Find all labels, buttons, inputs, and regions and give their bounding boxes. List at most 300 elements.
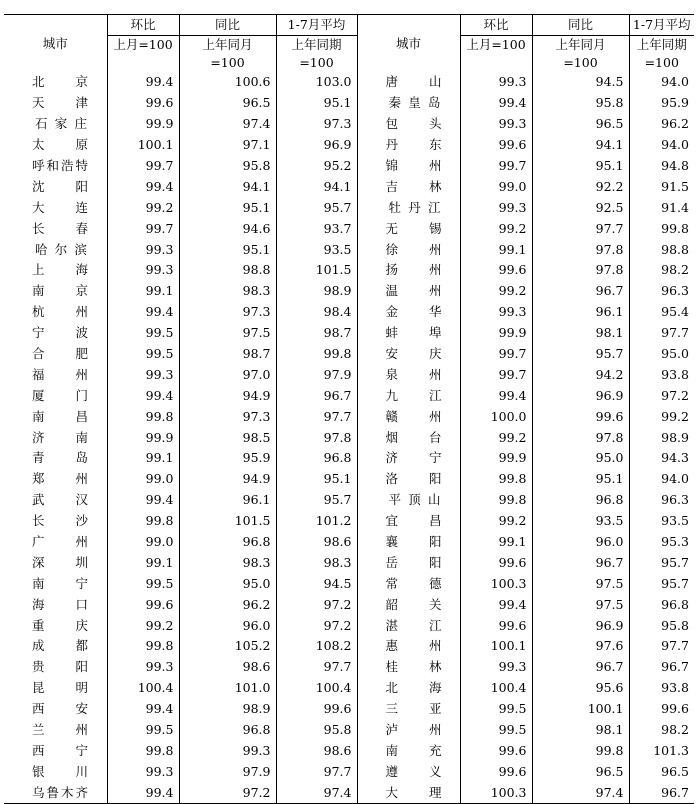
city-cell-left <box>4 385 107 406</box>
mom-cell-right: 99.7 <box>460 156 532 177</box>
yoy-cell-left: 97.4 <box>179 114 276 135</box>
yoy-cell-left: 96.5 <box>179 93 276 114</box>
city-name: 南昌 <box>32 408 88 424</box>
table-row <box>4 448 694 469</box>
city-name: 锦州 <box>385 158 442 173</box>
mom-cell-left: 99.8 <box>107 741 179 762</box>
city-cell-right <box>357 573 460 594</box>
city-name: 襄阳 <box>385 534 442 550</box>
yoy-cell-right: 96.5 <box>532 761 629 782</box>
yoy-cell-left: 98.3 <box>179 552 276 573</box>
city-cell-left <box>4 678 107 699</box>
mom-cell-right: 99.4 <box>460 385 532 406</box>
yoy-base-line2: =100 <box>210 55 245 70</box>
avg-cell-right: 98.2 <box>661 262 689 278</box>
yoy-cell-left: 95.9 <box>179 448 276 469</box>
city-cell-right <box>357 490 460 511</box>
mom-cell-right: 99.6 <box>460 761 532 782</box>
yoy-cell-right: 92.2 <box>532 176 629 197</box>
avg-cell-left: 98.9 <box>276 281 357 302</box>
avg-cell-right: 95.8 <box>661 617 689 633</box>
mom-cell-right: 99.3 <box>460 72 532 93</box>
mom-cell-left: 99.0 <box>107 532 179 553</box>
yoy-cell-left: 98.5 <box>179 427 276 448</box>
city-cell-right <box>357 260 460 281</box>
city-cell-left <box>4 135 107 156</box>
city-cell-right <box>357 156 460 177</box>
yoy-base-line1: 上年同月 <box>202 37 253 52</box>
city-cell-left <box>4 469 107 490</box>
header-city-right: 城市 <box>357 15 460 73</box>
table-row <box>4 427 694 448</box>
city-cell-right <box>357 657 460 678</box>
mom-cell-left: 99.8 <box>107 511 179 532</box>
yoy-cell-right: 95.0 <box>532 448 629 469</box>
city-name: 常德 <box>385 575 442 591</box>
mom-cell-left: 99.5 <box>107 344 179 365</box>
yoy-cell-right: 97.5 <box>532 573 629 594</box>
yoy-cell-left: 96.2 <box>179 594 276 615</box>
mom-cell-left: 99.5 <box>107 573 179 594</box>
yoy-cell-left: 96.0 <box>179 615 276 636</box>
city-name: 南充 <box>385 742 442 758</box>
city-name: 岳阳 <box>385 554 442 570</box>
city-cell-right <box>357 594 460 615</box>
yoy-cell-right: 96.1 <box>532 302 629 323</box>
city-cell-right <box>357 720 460 741</box>
yoy-cell-left: 94.9 <box>179 469 276 490</box>
avg-cell-left: 97.9 <box>276 364 357 385</box>
yoy-cell-right: 100.1 <box>532 699 629 720</box>
mom-cell-right: 99.3 <box>460 197 532 218</box>
city-cell-left <box>4 344 107 365</box>
yoy-cell-right: 95.7 <box>532 344 629 365</box>
mom-cell-left: 99.2 <box>107 197 179 218</box>
yoy-base-line2: =100 <box>563 55 598 70</box>
city-name: 大连 <box>32 199 88 215</box>
header-avg-base-left <box>276 36 357 73</box>
avg-cell-left: 97.2 <box>276 615 357 636</box>
city-name: 合肥 <box>32 346 88 362</box>
city-name: 洛阳 <box>385 471 442 487</box>
table-row <box>4 532 694 553</box>
table-header <box>4 15 694 73</box>
avg-cell-right: 95.0 <box>661 346 689 362</box>
avg-cell-right: 98.9 <box>661 429 689 445</box>
avg-cell-left: 97.3 <box>276 114 357 135</box>
avg-cell-left: 94.1 <box>276 176 357 197</box>
yoy-cell-left: 97.0 <box>179 364 276 385</box>
city-name: 唐山 <box>385 74 442 90</box>
city-cell-right <box>357 427 460 448</box>
city-cell-right <box>357 93 460 114</box>
mom-cell-right: 99.9 <box>460 448 532 469</box>
table-row <box>4 782 694 803</box>
yoy-cell-right: 96.7 <box>532 552 629 573</box>
avg-cell-left: 97.2 <box>276 594 357 615</box>
mom-cell-right: 100.3 <box>460 573 532 594</box>
avg-cell-right: 98.8 <box>661 241 689 257</box>
city-name: 徐州 <box>385 241 442 257</box>
city-name: 惠州 <box>385 638 442 654</box>
yoy-cell-left: 98.8 <box>179 260 276 281</box>
city-cell-left <box>4 302 107 323</box>
city-name: 三亚 <box>385 701 442 717</box>
city-name: 贵阳 <box>32 659 88 675</box>
mom-cell-right: 99.2 <box>460 218 532 239</box>
yoy-cell-right: 94.5 <box>532 72 629 93</box>
avg-base-line2: =100 <box>644 55 679 70</box>
mom-cell-left: 99.5 <box>107 323 179 344</box>
avg-cell-left: 98.4 <box>276 302 357 323</box>
yoy-cell-right: 97.8 <box>532 260 629 281</box>
mom-cell-left: 99.2 <box>107 615 179 636</box>
yoy-cell-left: 97.3 <box>179 302 276 323</box>
city-name: 北京 <box>32 74 88 90</box>
table-row <box>4 281 694 302</box>
mom-cell-right: 100.3 <box>460 782 532 803</box>
city-cell-right <box>357 114 460 135</box>
city-name: 杭州 <box>32 304 88 320</box>
city-cell-left <box>4 218 107 239</box>
city-name: 福州 <box>32 366 88 382</box>
yoy-cell-left: 97.1 <box>179 135 276 156</box>
city-cell-left <box>4 720 107 741</box>
mom-cell-right: 99.3 <box>460 114 532 135</box>
city-name: 广州 <box>32 534 88 550</box>
avg-cell-right: 96.2 <box>661 116 689 132</box>
avg-cell-left: 101.2 <box>276 511 357 532</box>
city-cell-right <box>357 782 460 803</box>
table-row <box>4 490 694 511</box>
city-name: 西宁 <box>32 742 88 758</box>
avg-cell-right: 95.7 <box>661 554 689 570</box>
yoy-cell-left: 99.3 <box>179 741 276 762</box>
avg-cell-right: 94.3 <box>661 450 689 466</box>
yoy-cell-right: 94.2 <box>532 364 629 385</box>
mom-cell-left: 99.9 <box>107 114 179 135</box>
mom-cell-left: 99.4 <box>107 782 179 803</box>
yoy-cell-left: 105.2 <box>179 636 276 657</box>
avg-cell-left: 95.2 <box>276 156 357 177</box>
city-name: 济宁 <box>385 450 442 466</box>
city-name: 牡丹江 <box>388 199 441 215</box>
header-yoy-base-left <box>179 36 276 73</box>
mom-cell-left: 99.3 <box>107 657 179 678</box>
city-name: 深圳 <box>32 554 88 570</box>
mom-cell-right: 99.9 <box>460 323 532 344</box>
header-mom-base-right: 上月=100 <box>460 36 532 73</box>
avg-base-line2: =100 <box>299 55 334 70</box>
city-name: 安庆 <box>385 346 442 362</box>
avg-cell-left: 97.7 <box>276 761 357 782</box>
yoy-cell-right: 98.1 <box>532 323 629 344</box>
city-cell-left <box>4 364 107 385</box>
yoy-base-line1: 上年同月 <box>555 37 606 52</box>
mom-cell-left: 99.3 <box>107 364 179 385</box>
mom-cell-right: 99.4 <box>460 594 532 615</box>
city-name: 武汉 <box>32 492 88 508</box>
city-cell-right <box>357 176 460 197</box>
table-row <box>4 114 694 135</box>
city-name: 成都 <box>32 638 88 654</box>
city-name: 呼和浩特 <box>32 158 88 173</box>
avg-cell-left: 93.5 <box>276 239 357 260</box>
yoy-cell-left: 95.0 <box>179 573 276 594</box>
avg-cell-right: 93.8 <box>661 366 689 382</box>
city-cell-left <box>4 741 107 762</box>
price-index-table <box>4 14 694 804</box>
avg-cell-left: 93.7 <box>276 218 357 239</box>
yoy-cell-left: 98.3 <box>179 281 276 302</box>
table-row <box>4 720 694 741</box>
avg-cell-right: 97.2 <box>661 387 689 403</box>
city-name: 韶关 <box>385 596 442 612</box>
city-cell-right <box>357 323 460 344</box>
avg-cell-right: 97.7 <box>661 638 689 654</box>
city-cell-left <box>4 782 107 803</box>
mom-cell-right: 99.6 <box>460 741 532 762</box>
city-name: 温州 <box>385 283 442 299</box>
mom-cell-left: 99.4 <box>107 176 179 197</box>
city-cell-left <box>4 260 107 281</box>
yoy-cell-left: 97.3 <box>179 406 276 427</box>
mom-cell-right: 99.6 <box>460 615 532 636</box>
mom-cell-left: 100.1 <box>107 135 179 156</box>
mom-cell-left: 99.7 <box>107 156 179 177</box>
avg-cell-left: 99.6 <box>276 699 357 720</box>
city-cell-left <box>4 239 107 260</box>
mom-cell-right: 99.8 <box>460 469 532 490</box>
avg-cell-right: 94.8 <box>661 158 689 173</box>
header-mom-left: 环比 <box>107 15 179 36</box>
mom-cell-right: 99.7 <box>460 344 532 365</box>
mom-cell-right: 99.0 <box>460 176 532 197</box>
avg-cell-left: 95.8 <box>276 720 357 741</box>
city-cell-right <box>357 344 460 365</box>
city-cell-right <box>357 239 460 260</box>
city-name: 桂林 <box>385 659 442 675</box>
city-name: 北海 <box>385 680 442 696</box>
table-row <box>4 406 694 427</box>
mom-cell-left: 99.4 <box>107 490 179 511</box>
avg-cell-left: 97.7 <box>276 406 357 427</box>
avg-cell-left: 95.1 <box>276 469 357 490</box>
mom-cell-left: 99.1 <box>107 281 179 302</box>
header-avg-right: 1-7月平均 <box>629 15 694 36</box>
avg-cell-right: 95.4 <box>661 304 689 320</box>
avg-cell-left: 96.8 <box>276 448 357 469</box>
mom-cell-right: 99.2 <box>460 427 532 448</box>
city-name: 湛江 <box>385 617 442 633</box>
avg-cell-right: 99.6 <box>661 701 689 717</box>
mom-cell-left: 99.4 <box>107 699 179 720</box>
city-name: 无锡 <box>385 220 442 236</box>
header-mom-base-left: 上月=100 <box>107 36 179 73</box>
city-cell-left <box>4 197 107 218</box>
table-row <box>4 678 694 699</box>
city-cell-left <box>4 552 107 573</box>
yoy-cell-left: 97.9 <box>179 761 276 782</box>
avg-cell-right: 94.0 <box>661 74 689 90</box>
city-cell-left <box>4 427 107 448</box>
city-name: 泉州 <box>385 366 442 382</box>
city-cell-left <box>4 532 107 553</box>
yoy-cell-right: 92.5 <box>532 197 629 218</box>
avg-cell-right: 97.7 <box>661 325 689 341</box>
table-row <box>4 552 694 573</box>
table-row <box>4 511 694 532</box>
city-cell-left <box>4 406 107 427</box>
avg-cell-left: 99.8 <box>276 344 357 365</box>
city-cell-left <box>4 761 107 782</box>
city-name: 蚌埠 <box>385 325 442 341</box>
yoy-cell-left: 100.6 <box>179 72 276 93</box>
avg-cell-left: 95.7 <box>276 490 357 511</box>
yoy-cell-right: 99.6 <box>532 406 629 427</box>
avg-cell-right: 101.3 <box>653 742 689 758</box>
yoy-cell-left: 98.9 <box>179 699 276 720</box>
table-row <box>4 573 694 594</box>
header-avg-base-right <box>629 36 694 73</box>
city-name: 昆明 <box>32 680 88 696</box>
mom-cell-right: 100.4 <box>460 678 532 699</box>
city-cell-left <box>4 573 107 594</box>
city-cell-right <box>357 552 460 573</box>
city-cell-right <box>357 636 460 657</box>
mom-cell-right: 99.4 <box>460 93 532 114</box>
table-row <box>4 699 694 720</box>
city-cell-left <box>4 281 107 302</box>
mom-cell-right: 99.2 <box>460 511 532 532</box>
avg-cell-left: 97.8 <box>276 427 357 448</box>
city-cell-left <box>4 323 107 344</box>
mom-cell-left: 100.4 <box>107 678 179 699</box>
city-name: 遵义 <box>385 763 442 779</box>
mom-cell-right: 99.6 <box>460 135 532 156</box>
avg-cell-right: 94.0 <box>661 471 689 487</box>
avg-cell-right: 99.8 <box>661 220 689 236</box>
city-name: 长春 <box>32 220 88 236</box>
city-name: 长沙 <box>32 513 88 529</box>
avg-cell-left: 101.5 <box>276 260 357 281</box>
yoy-cell-right: 95.1 <box>532 469 629 490</box>
table-row <box>4 385 694 406</box>
city-name: 济南 <box>32 429 88 445</box>
city-name: 重庆 <box>32 617 88 633</box>
city-name: 南京 <box>32 283 88 299</box>
mom-cell-right: 99.3 <box>460 302 532 323</box>
avg-cell-left: 96.7 <box>276 385 357 406</box>
city-name: 太原 <box>32 137 88 153</box>
mom-cell-left: 99.3 <box>107 761 179 782</box>
city-cell-right <box>357 741 460 762</box>
city-cell-left <box>4 636 107 657</box>
city-cell-right <box>357 511 460 532</box>
city-name: 丹东 <box>385 137 442 153</box>
table-row <box>4 469 694 490</box>
mom-cell-right: 99.6 <box>460 552 532 573</box>
avg-base-line1: 上年同期 <box>636 37 687 52</box>
mom-cell-left: 99.4 <box>107 72 179 93</box>
table-row <box>4 302 694 323</box>
mom-cell-left: 99.4 <box>107 385 179 406</box>
city-name: 兰州 <box>32 722 88 738</box>
city-cell-left <box>4 156 107 177</box>
yoy-cell-left: 101.0 <box>179 678 276 699</box>
mom-cell-left: 99.0 <box>107 469 179 490</box>
city-name: 包头 <box>385 116 442 132</box>
yoy-cell-right: 96.9 <box>532 615 629 636</box>
city-name: 郑州 <box>32 471 88 487</box>
table-row <box>4 761 694 782</box>
city-cell-left <box>4 448 107 469</box>
mom-cell-right: 99.1 <box>460 239 532 260</box>
city-name: 哈尔滨 <box>35 241 87 257</box>
avg-cell-right: 96.3 <box>661 492 689 508</box>
yoy-cell-left: 96.8 <box>179 720 276 741</box>
table-row <box>4 594 694 615</box>
yoy-cell-left: 97.2 <box>179 782 276 803</box>
table-row <box>4 72 694 93</box>
header-mom-right: 环比 <box>460 15 532 36</box>
mom-cell-left: 99.1 <box>107 448 179 469</box>
yoy-cell-right: 95.1 <box>532 156 629 177</box>
yoy-cell-right: 96.0 <box>532 532 629 553</box>
avg-cell-left: 97.7 <box>276 657 357 678</box>
yoy-cell-left: 98.7 <box>179 344 276 365</box>
yoy-cell-right: 97.8 <box>532 427 629 448</box>
avg-cell-left: 98.6 <box>276 532 357 553</box>
yoy-cell-left: 95.1 <box>179 239 276 260</box>
city-cell-right <box>357 364 460 385</box>
city-name: 金华 <box>385 304 442 320</box>
avg-cell-right: 93.5 <box>661 513 689 529</box>
avg-cell-left: 98.7 <box>276 323 357 344</box>
avg-cell-right: 93.8 <box>661 680 689 696</box>
city-cell-right <box>357 72 460 93</box>
avg-cell-left: 95.1 <box>276 93 357 114</box>
header-yoy-base-right <box>532 36 629 73</box>
mom-cell-right: 99.3 <box>460 657 532 678</box>
avg-cell-left: 95.7 <box>276 197 357 218</box>
avg-cell-left: 108.2 <box>276 636 357 657</box>
city-cell-right <box>357 761 460 782</box>
header-yoy-right: 同比 <box>532 15 629 36</box>
city-name: 南宁 <box>32 575 88 591</box>
avg-cell-right: 96.8 <box>661 596 689 612</box>
city-name: 赣州 <box>385 408 442 424</box>
city-name: 上海 <box>32 262 88 278</box>
avg-cell-right: 95.3 <box>661 534 689 550</box>
yoy-cell-left: 97.5 <box>179 323 276 344</box>
mom-cell-left: 99.8 <box>107 636 179 657</box>
city-cell-left <box>4 72 107 93</box>
city-cell-left <box>4 490 107 511</box>
mom-cell-right: 99.5 <box>460 720 532 741</box>
city-name: 大理 <box>385 784 442 800</box>
header-yoy-left: 同比 <box>179 15 276 36</box>
mom-cell-right: 99.6 <box>460 260 532 281</box>
mom-cell-left: 99.8 <box>107 406 179 427</box>
city-name: 天津 <box>32 95 88 111</box>
avg-cell-left: 98.6 <box>276 741 357 762</box>
yoy-cell-left: 101.5 <box>179 511 276 532</box>
table-row <box>4 93 694 114</box>
city-name: 泸州 <box>385 722 442 738</box>
city-name: 青岛 <box>32 450 88 466</box>
table-row <box>4 176 694 197</box>
